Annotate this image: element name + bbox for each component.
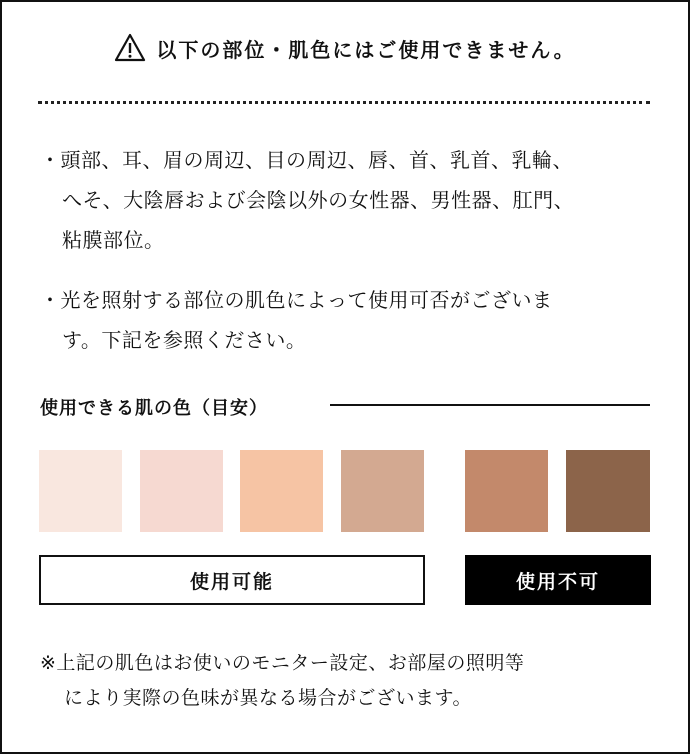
bullet-line: 粘膜部位。 — [62, 228, 165, 252]
swatch-usable-4 — [341, 450, 424, 532]
bullet-line: ・ 光を照射する部位の肌色によって使用可否がございま — [40, 280, 553, 320]
section-title: 使用できる肌の色（目安） — [40, 398, 268, 419]
swatch-usable-2 — [140, 450, 223, 532]
notice-title — [0, 33, 690, 63]
note-line: により実際の色味が異なる場合がございます。 — [64, 687, 472, 709]
note-line: ※上記の肌色はお使いのモニター設定、お部屋の照明等 — [40, 652, 525, 674]
swatch-unusable-2 — [566, 450, 650, 532]
bullet-line: す。下記を参照ください。 — [62, 328, 307, 352]
section-divider — [330, 404, 650, 406]
dotted-divider — [38, 101, 650, 104]
bullet-line: へそ、大陰唇および会陰以外の女性器、男性器、肛門、 — [62, 188, 575, 212]
title-text: 以下の部位・肌色にはご使用できません。 — [156, 37, 576, 62]
unusable-label: 使用不可 — [465, 555, 651, 605]
disclaimer-note — [40, 646, 524, 716]
bullet-line: ・ 頭部、耳、眉の周辺、目の周辺、唇、首、乳首、乳輪、 — [40, 140, 574, 180]
swatch-usable-1 — [39, 450, 122, 532]
warning-icon — [114, 33, 146, 63]
swatch-usable-3 — [240, 450, 323, 532]
usable-label: 使用可能 — [39, 555, 425, 605]
swatch-unusable-1 — [465, 450, 548, 532]
bullet-restricted-areas — [40, 140, 574, 260]
bullet-skin-color — [40, 280, 553, 360]
